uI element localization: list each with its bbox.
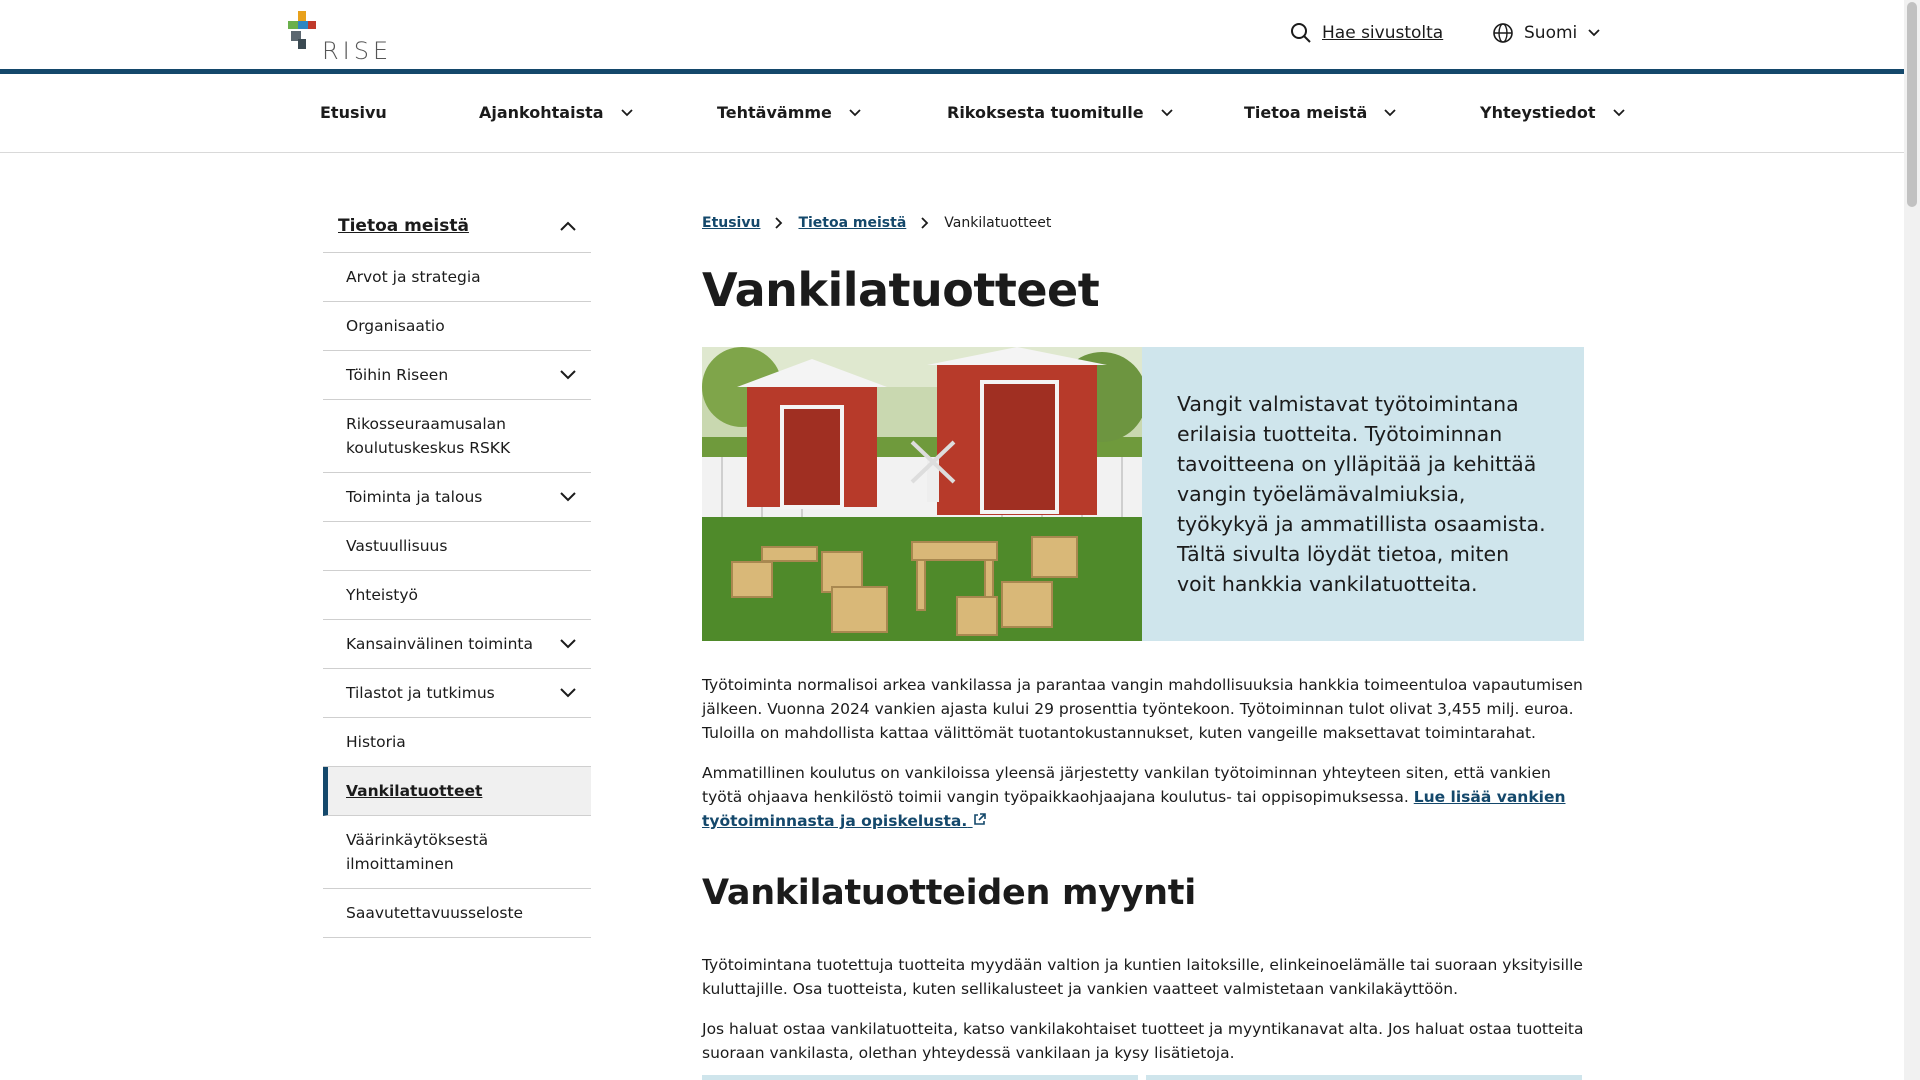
chevron-right-icon <box>774 217 784 229</box>
rise-logo[interactable] <box>288 11 393 65</box>
sidebar-item-label: Organisaatio <box>346 317 445 335</box>
body-paragraph-1: Työtoiminta normalisoi arkea vankilassa ja parantaa vangin mahdollisuuksia hankkia toimeentuloa vapautumisen jälkeen. Vuonna 2024 vankien ajasta kului 29 prosenttia työntekoon. Työtoiminnan tulot olivat 3,455 milj. euroa. Tuloilla on mahdollista kattaa välittömät tuotantokustannukset, kuten vangeille maksettavat toimintarahat. <box>702 676 1583 742</box>
sidebar-item-label: Toiminta ja talous <box>346 488 483 506</box>
nav-label: Yhteystiedot <box>1480 103 1596 122</box>
logo-text: RISE <box>322 37 393 65</box>
nav-label: Tehtävämme <box>717 103 832 122</box>
sidebar-item-label: Vankilatuotteet <box>346 782 483 800</box>
breadcrumb-current: Vankilatuotteet <box>944 215 1052 231</box>
chevron-down-icon <box>1587 28 1601 38</box>
page-title: Vankilatuotteet <box>702 263 1100 317</box>
sidebar-item-saavutettavuusseloste[interactable] <box>323 889 591 938</box>
main-content <box>702 215 1584 1065</box>
nav-item-yhteystiedot[interactable] <box>1480 103 1626 122</box>
nav-label: Tietoa meistä <box>1244 103 1368 122</box>
intro-text: Vangit valmistavat työtoimintana erilaisia tuotteita. Työtoiminnan tavoitteena on ylläpitää ja kehittää vangin työelämävalmiuksia, työkykyä ja ammatillista osaamista. Tältä sivulta löydät tietoa, miten voit hankkia vankilatuotteita. <box>1177 392 1546 596</box>
sidebar-item-label: Tilastot ja tutkimus <box>346 684 495 702</box>
chevron-down-icon <box>1612 108 1626 118</box>
chevron-down-icon <box>1160 108 1174 118</box>
hero-photo-prison-products <box>702 347 1142 641</box>
section-sidebar <box>323 200 591 938</box>
sidebar-item-toiminta-ja-talous[interactable] <box>323 473 591 522</box>
sidebar-item-vankilatuotteet[interactable] <box>323 767 591 816</box>
chevron-up-icon <box>559 220 577 232</box>
sidebar-item-vastuullisuus[interactable] <box>323 522 591 571</box>
chevron-right-icon <box>920 217 930 229</box>
sidebar-item-vaarinkaytoksesta-ilmoittaminen[interactable] <box>323 816 591 889</box>
product-card[interactable] <box>1146 1075 1582 1080</box>
chevron-down-icon <box>620 108 634 118</box>
product-card[interactable] <box>702 1075 1138 1080</box>
sidebar-item-yhteistyo[interactable] <box>323 571 591 620</box>
garden-furniture-photo <box>702 347 1142 641</box>
page-scrollbar[interactable] <box>1904 0 1920 1080</box>
sidebar-item-label: Vastuullisuus <box>346 537 448 555</box>
sidebar-item-label: Arvot ja strategia <box>346 268 481 286</box>
nav-item-ajankohtaista[interactable] <box>479 103 634 122</box>
body-paragraph-4: Jos haluat ostaa vankilatuotteita, katso vankilakohtaiset tuotteet ja myyntikanavat alta. Jos haluat ostaa tuotteita suoraan vankilasta, olethan yhteydessä vankilaan ja kysy lisätietoja. <box>702 1020 1584 1062</box>
body-paragraph-2-text: Ammatillinen koulutus on vankiloissa yleensä järjestetty vankilan työtoiminnan yhteyteen siten, että vankien työtä ohjaava henkilöstö toimii vangin työpaikkaohjaajana koulutus- tai oppisopimuksessa. <box>702 764 1551 806</box>
search-icon <box>1290 22 1312 44</box>
sidebar-item-toihin-riseen[interactable] <box>323 351 591 400</box>
chevron-down-icon[interactable] <box>559 491 577 503</box>
search-label: Hae sivustolta <box>1322 23 1444 43</box>
sidebar-item-label: Yhteistyö <box>346 586 419 604</box>
sidebar-item-tilastot-ja-tutkimus[interactable] <box>323 669 591 718</box>
sidebar-item-label: Rikosseuraamusalan koulutuskeskus RSKK <box>346 415 511 457</box>
scrollbar-thumb[interactable] <box>1907 2 1917 207</box>
hero-banner <box>702 347 1584 641</box>
language-label: Suomi <box>1524 23 1578 43</box>
chevron-down-icon[interactable] <box>559 687 577 699</box>
logo-mark-icon <box>288 11 318 51</box>
chevron-down-icon[interactable] <box>559 638 577 650</box>
external-link-label: Lue lisää vankien työtoiminnasta ja opiskelusta. <box>702 788 1566 830</box>
hero-intro-box <box>1142 347 1584 641</box>
chevron-down-icon <box>1383 108 1397 118</box>
body-paragraph-3: Työtoimintana tuotettuja tuotteita myydään valtion ja kuntien laitoksille, elinkeinoelämälle tai suoraan yksityisille kuluttajille. Osa tuotteista, kuten sellikalusteet ja vankien vaatteet valmistetaan vankilakäyttöön. <box>702 956 1583 998</box>
sidebar-item-label: Väärinkäytöksestä ilmoittaminen <box>346 831 489 873</box>
main-navigation <box>0 79 1904 153</box>
nav-item-tehtavamme[interactable] <box>717 103 862 122</box>
nav-label: Ajankohtaista <box>479 103 604 122</box>
sidebar-item-label: Töihin Riseen <box>346 366 449 384</box>
breadcrumb-parent-link[interactable]: Tietoa meistä <box>798 215 907 231</box>
breadcrumb-home-link[interactable]: Etusivu <box>702 215 761 231</box>
nav-item-rikoksesta-tuomitulle[interactable] <box>947 103 1174 122</box>
chevron-down-icon[interactable] <box>559 369 577 381</box>
body-paragraph-2 <box>702 761 1584 833</box>
sidebar-item-rskk[interactable] <box>323 400 591 473</box>
section-heading-sales: Vankilatuotteiden myynti <box>702 873 1196 913</box>
sidebar-item-label: Historia <box>346 733 406 751</box>
nav-label: Rikoksesta tuomitulle <box>947 103 1144 122</box>
sidebar-item-kansainvalinen-toiminta[interactable] <box>323 620 591 669</box>
nav-label: Etusivu <box>320 103 387 122</box>
sidebar-item-historia[interactable] <box>323 718 591 767</box>
product-cards-row <box>702 1075 1582 1080</box>
language-selector[interactable] <box>1492 22 1601 44</box>
sidebar-heading-label: Tietoa meistä <box>338 216 469 236</box>
sidebar-item-label: Saavutettavuusseloste <box>346 904 524 922</box>
sidebar-heading[interactable] <box>323 200 591 253</box>
nav-item-etusivu[interactable] <box>320 103 387 122</box>
site-header <box>0 0 1904 74</box>
breadcrumb <box>702 215 1584 231</box>
sidebar-item-label: Kansainvälinen toiminta <box>346 635 533 653</box>
globe-icon <box>1492 22 1514 44</box>
chevron-down-icon <box>848 108 862 118</box>
sidebar-item-organisaatio[interactable] <box>323 302 591 351</box>
external-link-icon <box>973 813 986 826</box>
site-search-link[interactable] <box>1290 22 1443 44</box>
nav-item-tietoa-meista[interactable] <box>1244 103 1397 122</box>
sidebar-item-arvot-ja-strategia[interactable] <box>323 253 591 302</box>
